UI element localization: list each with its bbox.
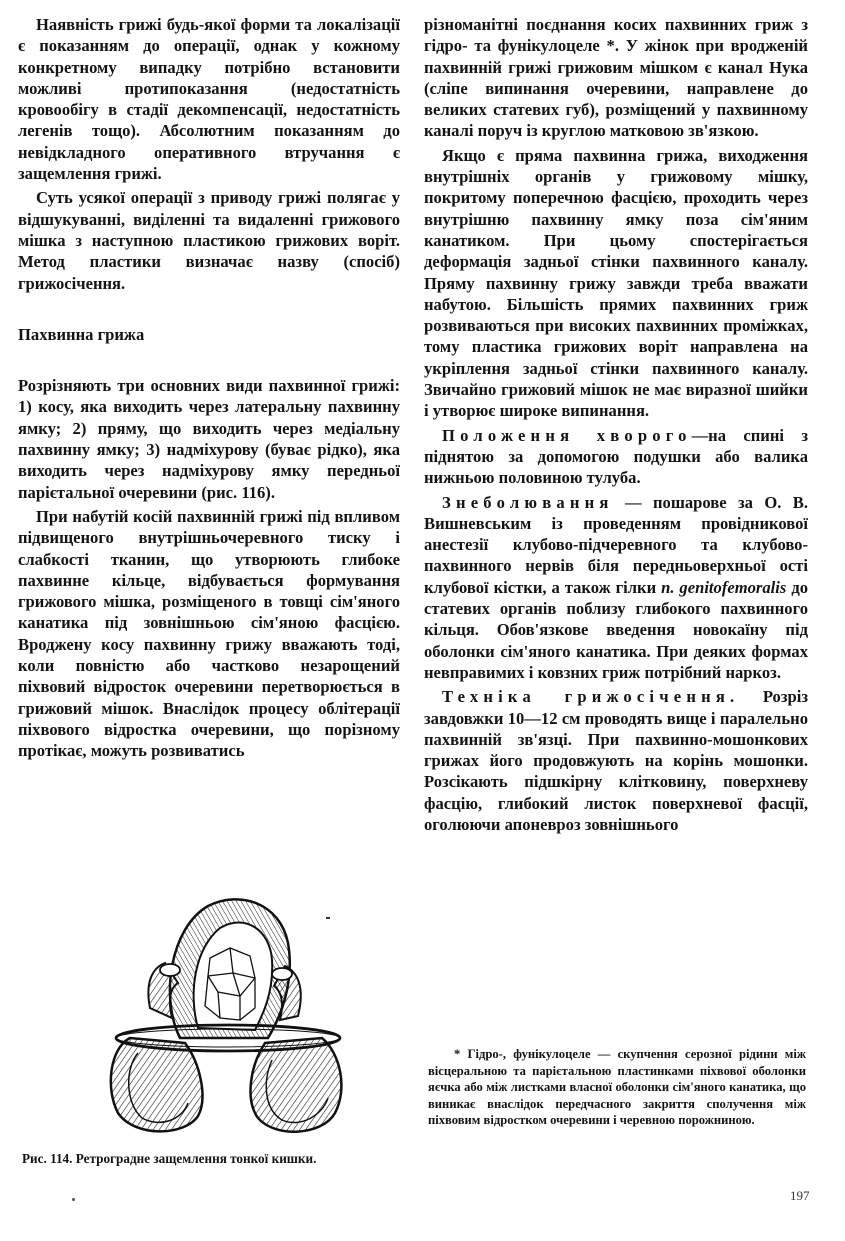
figure-illustration [90, 888, 360, 1138]
spaced-term: Положення хворого [442, 425, 692, 445]
paragraph-text: — пошарове за О. В. Вишневським із проведенням провідникової анестезії клубово-підчеревного та клубово-пахвинного нервів біля передньоверхньої ості клубової кістки, а також гілки [424, 492, 808, 597]
paragraph: При набутій косій пахвинній грижі під впливом підвищеного внутрішньочеревного тиску і слабкості тканин, що утворюють глибоке пахвинне кільце, відбувається формування грижового мішка, розміщеного в товщі сім'яного канатика під зовнішньою сім'яною фасцією. Вроджену косу пахвинну грижу вважають тоді, коли повністю або частково незарощений піхвовий відросток очеревини перетворюється в грижовий мішок. Внаслідок процесу облітерації піхвового відростка очеревини, що порізному протікає, можуть розвиватись [18, 506, 400, 761]
strangulated-intestine-drawing [90, 888, 360, 1138]
paragraph: різноманітні поєднання косих пахвинних гриж з гідро- та фунікулоцеле *. У жінок при вродженій пахвинній грижі грижовим мішком є канал Нука (сліпе випинання очеревини, направлене до великих статевих губ), розміщений у пахвинному каналі поруч із круглою матковою зв'язкою. [424, 15, 808, 141]
print-dot [72, 1198, 75, 1201]
paragraph-text: —на спині з піднятою за допомогою подушки або валика нижньою половиною тулуба. [424, 425, 809, 488]
paragraph: Суть усякої операції з приводу грижі полягає у відшукуванні, виділенні та видаленні грижового мішка з наступною пластикою грижових воріт. Метод пластики визначає назву (спосіб) грижосічення. [18, 188, 400, 293]
paragraph [424, 425, 808, 489]
paragraph [424, 686, 808, 835]
paragraph: Якщо є пряма пахвинна грижа, виходження внутрішніх органів у грижовому мішку, покритому поперечною фасцією, проходить через внутрішню пахвинну ямку поза сім'яним канатиком. При цьому спостерігається деформація задньої стінки пахвинного каналу. Пряму пахвинну грижу завжди треба вважати набутою. Більшість прямих пахвинних гриж розвиваються при високих пахвинних проміжках, тому пластика грижових воріт направлена на укріплення задньої стінки пахвинного каналу. Звичайно грижовий мішок не має виразної шийки і утворює широке випинання. [424, 145, 808, 421]
footnote: * Гідро-, фунікулоцеле — скупчення серозної рідини між вісцеральною та парієтальною пластинками піхвової оболонки яєчка або між листками власної оболонки сім'яного канатика, що виникає внаслідок передчасного закриття сполучення між піхвовим відростком очеревини і черевною порожниною. [428, 1047, 806, 1128]
paragraph: Розрізняють три основних види пахвинної грижі: 1) косу, яка виходить через латеральну пахвинну ямку; 2) пряму, що виходить через медіальну пахвинну ямку; 3) надміхурову (буває рідко), яка виходить через надміхурову ямку передньої парієтальної очеревини (рис. 116). [18, 376, 400, 502]
spaced-term: Знеболювання [442, 492, 614, 512]
spaced-term: Техніка грижосічення. [442, 687, 740, 707]
latin-term: n. genitofemoralis [661, 577, 787, 597]
left-column [18, 14, 400, 762]
paragraph: Наявність грижі будь-якої форми та локалізації є показанням до операції, однак у кожному конкретному випадку потрібно встановити можливі протипоказання (недостатність кровообігу в стадії декомпенсації, недостатність легенів тощо). Абсолютним показанням до невідкладного оперативного втручання є защемлення грижі. [18, 15, 400, 184]
paragraph-text: до статевих органів поблизу глибокого пахвинного кільця. Обов'язкове введення новокаїну під оболонки сім'яного канатика. При деяких формах невправимих і ковзних гриж потрібний наркоз. [424, 577, 809, 682]
figure-caption: Рис. 114. Ретроградне защемлення тонкої кишки. [22, 1151, 317, 1166]
section-heading: Пахвинна грижа [18, 324, 145, 344]
right-column [424, 14, 808, 835]
paragraph-text: Розріз завдовжки 10—12 см проводять вище і паралельно пахвинній зв'язці. При пахвинно-мошонкових грижах його продовжують на корінь мошонки. Розсікають підшкірну клітковину, поверхневу фасцію, глибокий листок поверхневої фасції, оголюючи апоневроз зовнішнього [424, 687, 809, 834]
paragraph [424, 492, 808, 684]
page-number: 197 [790, 1188, 810, 1203]
